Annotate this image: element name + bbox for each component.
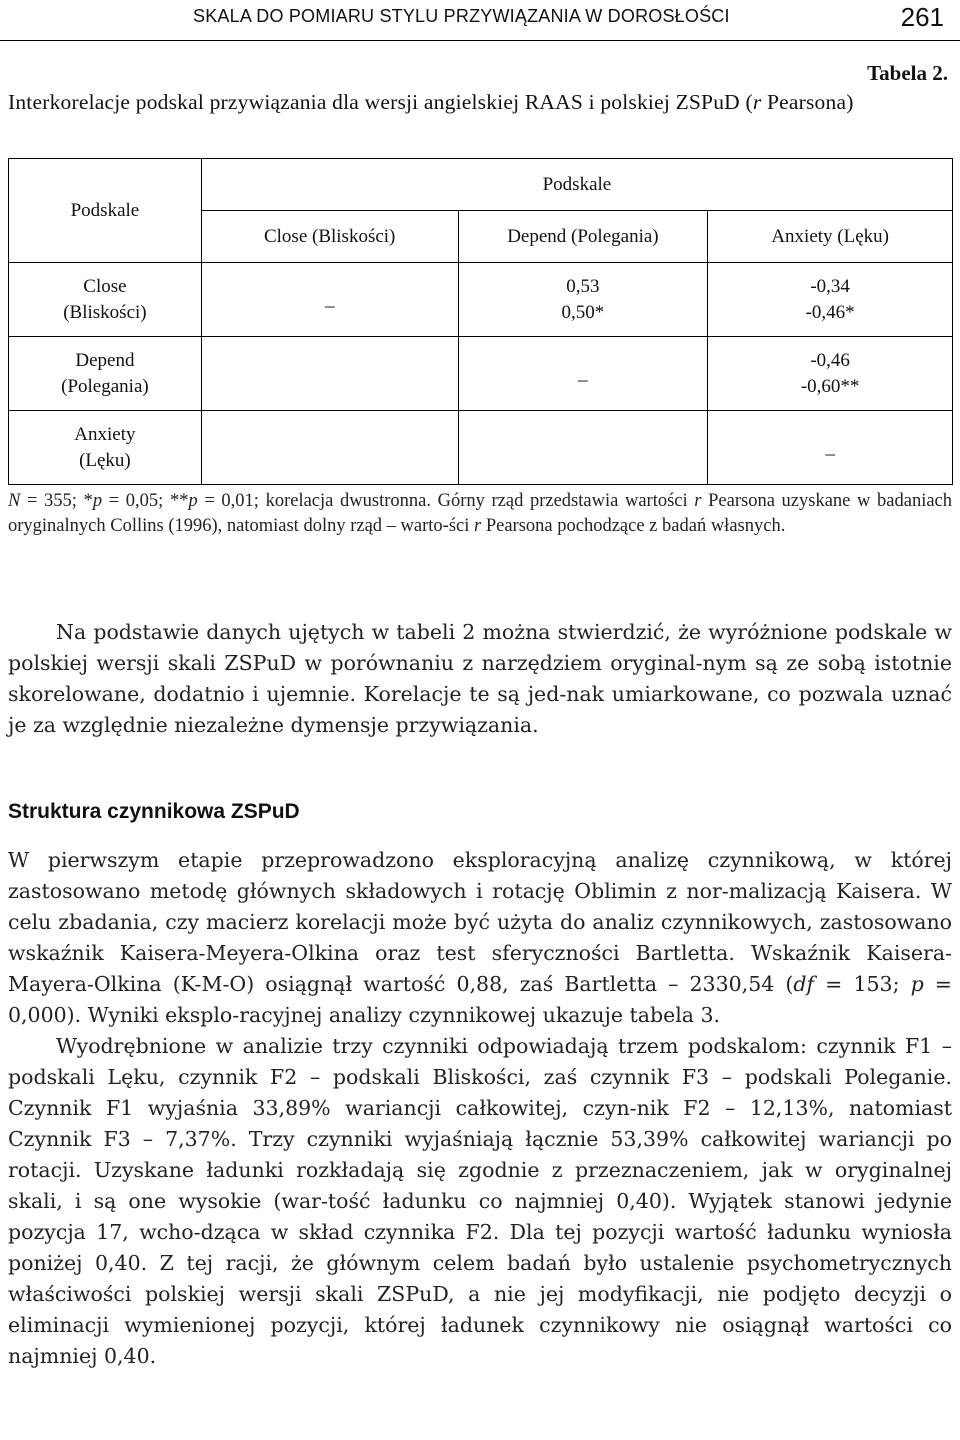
cell-close-close: _: [201, 263, 458, 337]
paragraph-2: W pierwszym etapie przeprowadzono eksploracyjną analizę czynnikową, w której zastosowano metodę głównych składowych i rotację Oblimin z nor-malizacją Kaisera. W celu zbadania, czy macierz korelacji może być użyta do analiz czynnikowych, zastosowano wskaźnik Kaisera-Meyera-Olkina oraz test sferyczności Bartletta. Wskaźnik Kaisera-Mayera-Olkina (K-M-O) osiągnął wartość 0,88, zaś Bartletta – 2330,54 (df = 153; p = 0,000). Wyniki eksplo-racyjnej analizy czynnikowej ukazuje tabela 3.: [8, 848, 952, 1027]
table-caption: Interkorelacje podskal przywiązania dla wersji angielskiej RAAS i polskiej ZSPuD (r Pearsona): [8, 90, 854, 114]
row-label-depend: Depend (Polegania): [9, 337, 202, 411]
cell-depend-close: [201, 337, 458, 411]
cell-depend-anxiety: -0,46 -0,60**: [708, 337, 953, 411]
table-row: [9, 411, 953, 485]
section-heading: Struktura czynnikowa ZSPuD: [8, 800, 300, 823]
page-number: 261: [900, 2, 944, 32]
header-podskale-group: Podskale: [201, 159, 952, 211]
cell-anxiety-depend: [458, 411, 708, 485]
table-note: N = 355; *p = 0,05; **p = 0,01; korelacja dwustronna. Górny rząd przedstawia wartości r Pearsona uzyskane w badaniach oryginalnych Collins (1996), natomiast dolny rząd – warto-ści r Pearsona pochodzące z badań własnych.: [8, 491, 953, 536]
running-header: [0, 0, 960, 41]
table-row: [9, 263, 953, 337]
row-label-anxiety: Anxiety (Lęku): [9, 411, 202, 485]
cell-close-depend: 0,53 0,50*: [458, 263, 708, 337]
section-body: [8, 845, 952, 1372]
row-label-close: Close (Bliskości): [9, 263, 202, 337]
table-label: Tabela 2.: [867, 61, 948, 85]
column-header-anxiety: Anxiety (Lęku): [708, 211, 953, 263]
table-row: [9, 337, 953, 411]
running-title: SKALA DO POMIARU STYLU PRZYWIĄZANIA W DOROSŁOŚCI: [193, 6, 730, 26]
paragraph-3: Wyodrębnione w analizie trzy czynniki odpowiadają trzem podskalom: czynnik F1 – podskali Lęku, czynnik F2 – podskali Bliskości, zaś czynnik F3 – podskali Poleganie. Czynnik F1 wyjaśnia 33,89% wariancji całkowitej, czyn-nik F2 – 12,13%, natomiast Czynnik F3 – 7,37%. Trzy czynniki wyjaśniają łącznie 53,39% całkowitej wariancji po rotacji. Uzyskane ładunki rozkładają się zgodnie z przeznaczeniem, jak w oryginalnej skali, i są one wysokie (war-tość ładunku co najmniej 0,40). Wyjątek stanowi jedynie pozycja 17, wcho-dząca w skład czynnika F2. Dla tej pozycji wartość ładunku wyniosła poniżej 0,40. Z tej racji, że głównym celem badań było ustalenie psychometrycznych właściwości polskiej wersji skali ZSPuD, a nie jej modyfikacji, nie podjęto decyzji o eliminacji wymienionej pozycji, której ładunek czynnikowy nie osiągnął wartości co najmniej 0,40.: [8, 1034, 952, 1368]
column-header-depend: Depend (Polegania): [458, 211, 708, 263]
cell-anxiety-anxiety: _: [708, 411, 953, 485]
paragraph-1: Na podstawie danych ujętych w tabeli 2 można stwierdzić, że wyróżnione podskale w polskiej wersji skali ZSPuD w porównaniu z narzędziem oryginal-nym są ze sobą istotnie skorelowane, dodatnio i ujemnie. Korelacje te są jed-nak umiarkowane, co pozwala uznać je za względnie niezależne dymensje przywiązania.: [8, 620, 952, 737]
header-podskale-left: Podskale: [9, 159, 202, 263]
cell-close-anxiety: -0,34 -0,46*: [708, 263, 953, 337]
cell-anxiety-close: [201, 411, 458, 485]
correlation-table: [8, 158, 953, 485]
column-header-close: Close (Bliskości): [201, 211, 458, 263]
cell-depend-depend: _: [458, 337, 708, 411]
